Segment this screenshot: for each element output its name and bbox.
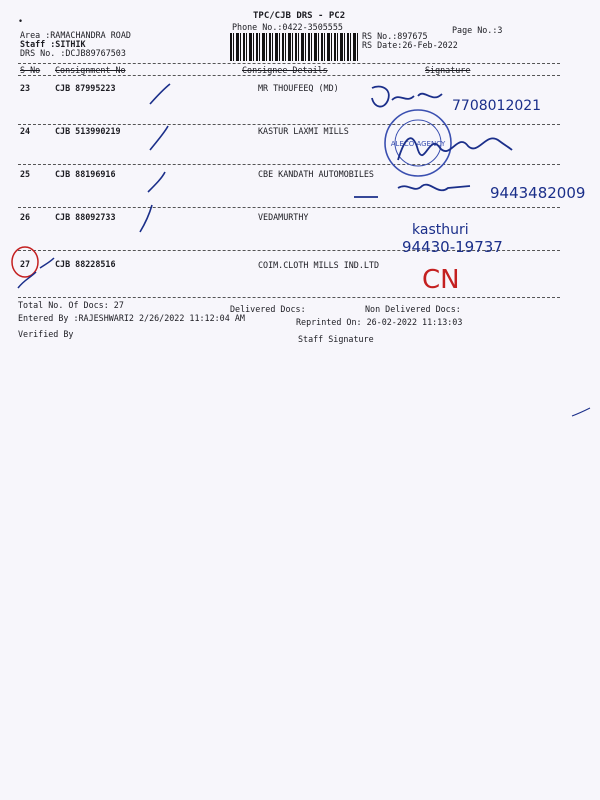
row-sno: 25 <box>20 169 31 179</box>
col-consignment: Consignment No <box>55 65 126 75</box>
row-sno: 26 <box>20 212 31 222</box>
row-consignee: MR THOUFEEQ (MD) <box>258 83 339 93</box>
check-mark-icon <box>150 84 170 104</box>
delivered-docs: Delivered Docs: <box>230 304 306 314</box>
total-docs: Total No. Of Docs: 27 <box>18 300 124 310</box>
row-sno: 27 <box>20 259 31 269</box>
rs-date: RS Date:26-Feb-2022 <box>362 40 458 50</box>
row-consignment: CJB 513990219 <box>55 126 121 136</box>
handwritten-phone-1: 7708012021 <box>452 98 542 114</box>
check-mark-icon <box>148 172 165 192</box>
row-consignment: CJB 87995223 <box>55 83 116 93</box>
check-mark-icon <box>140 205 152 232</box>
signature <box>398 138 512 160</box>
row-consignee: COIM.CLOTH MILLS IND.LTD <box>258 260 380 270</box>
signature <box>354 185 470 197</box>
reprinted-on: Reprinted On: 26-02-2022 11:13:03 <box>296 317 463 327</box>
row-sno: 24 <box>20 126 31 136</box>
divider <box>18 63 560 64</box>
pen-stroke <box>572 408 590 416</box>
row-consignee: CBE KANDATH AUTOMOBILES <box>258 169 374 179</box>
row-sno: 23 <box>20 83 31 93</box>
row-divider <box>18 164 560 165</box>
col-sno: S No <box>20 65 41 75</box>
stamp-text: ALECO AGENCY <box>390 140 446 148</box>
rs-number: RS No.:897675 <box>362 31 428 41</box>
col-consignee: Consignee Details <box>242 65 328 75</box>
divider <box>18 75 560 76</box>
row-divider <box>18 207 560 208</box>
entered-by: Entered By :RAJESHWARI2 2/26/2022 11:12:04 AM <box>18 313 245 323</box>
row-divider <box>18 250 560 251</box>
verified-by: Verified By <box>18 329 74 339</box>
handwritten-name: kasthuri <box>412 222 469 238</box>
area-label: Area :RAMACHANDRA ROAD <box>20 30 131 40</box>
divider <box>18 297 560 298</box>
check-mark-icon <box>150 126 168 150</box>
row-consignment: CJB 88092733 <box>55 212 116 222</box>
barcode <box>230 33 358 61</box>
phone-number: Phone No.:0422-3505555 <box>232 22 343 32</box>
stamp-icon <box>385 110 451 176</box>
staff-signature-label: Staff Signature <box>298 334 374 344</box>
row-divider <box>18 124 560 125</box>
row-consignee: KASTUR LAXMI MILLS <box>258 126 349 136</box>
non-delivered-docs: Non Delivered Docs: <box>365 304 461 314</box>
handwritten-phone-2: 9443482009 <box>490 184 586 202</box>
handwritten-mark: CN <box>422 265 460 295</box>
handwritten-phone-3: 94430-19737 <box>402 238 503 256</box>
col-signature: Signature <box>425 65 471 75</box>
row-consignee: VEDAMURTHY <box>258 212 309 222</box>
drs-number: DRS No. :DCJB89767503 <box>20 48 126 58</box>
document-title: TPC/CJB DRS - PC2 <box>253 11 346 21</box>
page-number: Page No.:3 <box>452 25 503 35</box>
row-consignment: CJB 88228516 <box>55 259 116 269</box>
row-consignment: CJB 88196916 <box>55 169 116 179</box>
signature <box>372 87 442 107</box>
corner-mark: • <box>18 16 24 26</box>
staff-label: Staff :SITHIK <box>20 39 86 49</box>
